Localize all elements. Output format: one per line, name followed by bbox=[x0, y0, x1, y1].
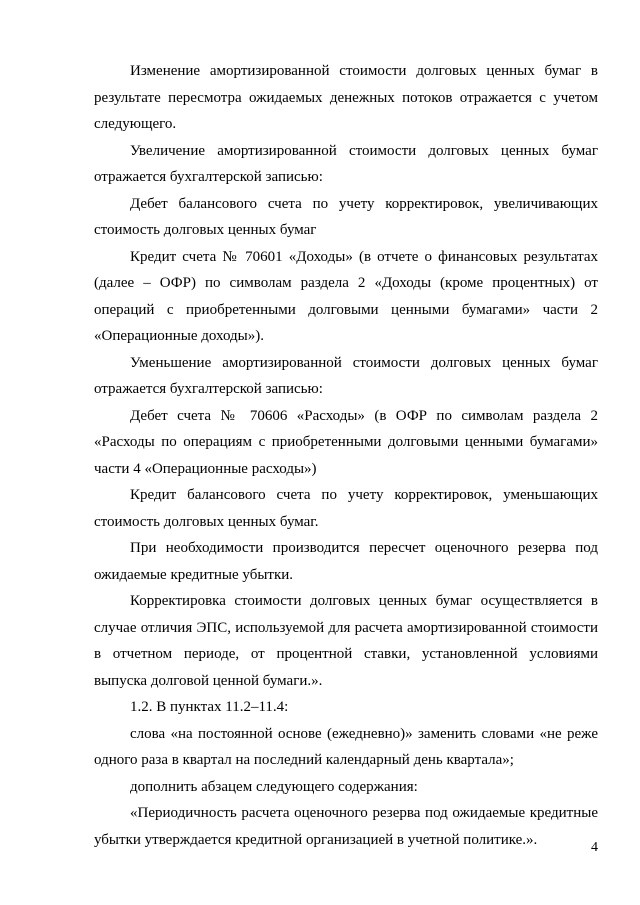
paragraph-3: Дебет балансового счета по учету корректировок, увеличивающих стоимость долговых ценных бумаг bbox=[94, 195, 598, 238]
paragraph-7: Кредит балансового счета по учету корректировок, уменьшающих стоимость долговых ценных бумаг. bbox=[94, 487, 598, 530]
paragraph-4: Кредит счета № 70601 «Доходы» (в отчете о финансовых результатах (далее – ОФР) по символам раздела 2 «Доходы (кроме процентных) от операций с приобретенными долговыми ценными бумагами» части 2 «Операционные доходы»). bbox=[94, 248, 598, 344]
paragraph-6: Дебет счета № 70606 «Расходы» (в ОФР по символам раздела 2 «Расходы по операциям с приобретенными долговыми ценными бумагами» части 4 «Операционные расходы») bbox=[94, 407, 598, 477]
paragraph-9: Корректировка стоимости долговых ценных бумаг осуществляется в случае отличия ЭПС, используемой для расчета амортизированной стоимости в отчетном периоде, от процентной ставки, установленной условиями выпуска долговой ценной бумаги.». bbox=[94, 593, 598, 689]
paragraph-13: «Периодичность расчета оценочного резерва под ожидаемые кредитные убытки утверждается кредитной организацией в учетной политике.». bbox=[94, 805, 598, 848]
paragraph-11: слова «на постоянной основе (ежедневно)» заменить словами «не реже одного раза в квартал на последний календарный день квартала»; bbox=[94, 725, 598, 768]
page-number: 4 bbox=[591, 840, 598, 855]
paragraph-5: Уменьшение амортизированной стоимости долговых ценных бумаг отражается бухгалтерской записью: bbox=[94, 354, 598, 397]
paragraph-8: При необходимости производится пересчет оценочного резерва под ожидаемые кредитные убытки. bbox=[94, 540, 598, 583]
document-body bbox=[94, 58, 598, 853]
paragraph-1: Изменение амортизированной стоимости долговых ценных бумаг в результате пересмотра ожидаемых денежных потоков отражается с учетом следующего. bbox=[94, 63, 598, 132]
paragraph-10: 1.2. В пунктах 11.2–11.4: bbox=[130, 699, 289, 715]
paragraph-12: дополнить абзацем следующего содержания: bbox=[130, 778, 418, 795]
paragraph-2: Увеличение амортизированной стоимости долговых ценных бумаг отражается бухгалтерской записью: bbox=[94, 142, 598, 185]
